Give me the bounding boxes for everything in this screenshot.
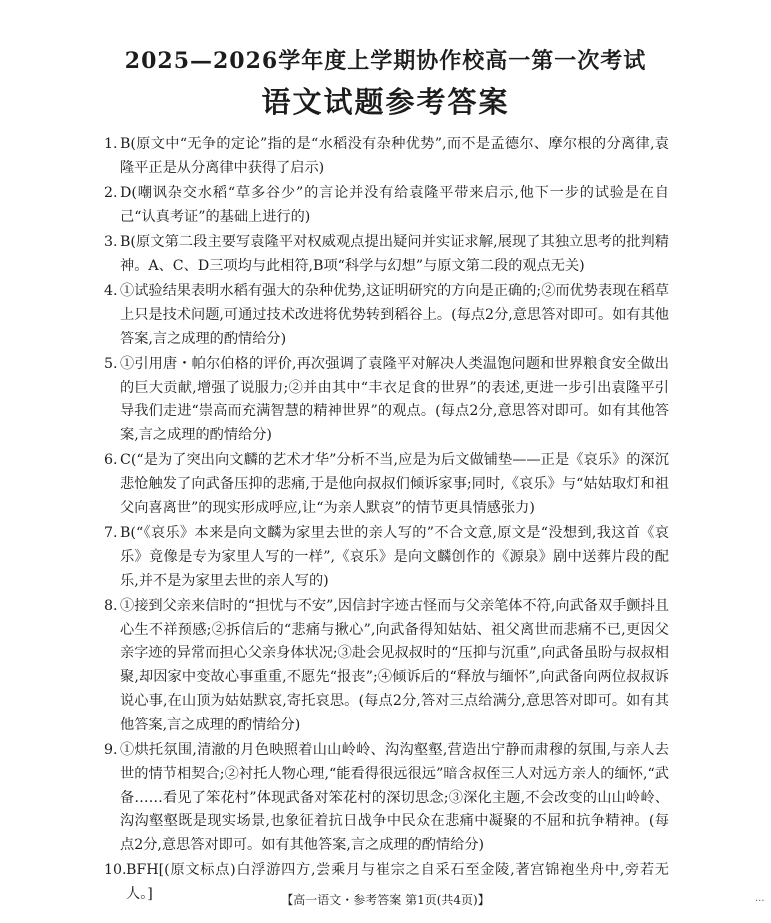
answer-text: B(“《哀乐》本来是向文麟为家里去世的亲人写的”不合文意,原文是“没想到,我这首《哀乐》竟像是专为家里人写的一样”,《哀乐》是向文麟创作的《源泉》剧中送葬片段的配乐,并不是为家里去世的亲人写的) <box>120 525 669 589</box>
answer-list <box>104 133 669 908</box>
answer-number: 5. <box>104 355 118 372</box>
answer-number: 3. <box>104 233 118 250</box>
answer-text: B(原文中“无争的定论”指的是“水稻没有杂种优势”,而不是孟德尔、摩尔根的分离律,袁隆平正是从分离律中获得了启示) <box>120 136 669 176</box>
answer-item-6 <box>104 449 669 520</box>
page-footer: 【高一语文・参考答案 第1页(共4页)】 <box>281 893 490 907</box>
answer-number: 2. <box>104 184 118 201</box>
answer-text: ①试验结果表明水稻有强大的杂种优势,这证明研究的方向是正确的;②而优势表现在稻草上只是技术问题,可通过技术改进将优势转到稻谷上。(每点2分,意思答对即可。如有其他答案,言之成理的酌情给分) <box>120 282 669 347</box>
answer-item-4 <box>104 280 669 351</box>
answer-number: 8. <box>104 597 118 614</box>
answer-item-9 <box>104 739 669 858</box>
answer-text: C(“是为了突出向文麟的艺术才华”分析不当,应是为后文做铺垫——正是《哀乐》的深沉悲怆触发了向武备压抑的悲痛,于是他向叔叔们倾诉家事;同时,《哀乐》与“姑姑取灯和祖父向喜离世”的现实形成呼应,让“为亲人默哀”的情节更具情感张力) <box>120 452 669 516</box>
answer-text: ①引用唐・帕尔伯格的评价,再次强调了袁隆平对解决人类温饱问题和世界粮食安全做出的巨大贡献,增强了说服力;②并由其中“丰衣足食的世界”的表述,更进一步引出袁隆平引导我们走进“崇高而充满智慧的精神世界”的观点。(每点2分,意思答对即可。如有其他答案,言之成理的酌情给分) <box>120 355 669 444</box>
answer-number: 10. <box>104 862 127 879</box>
answer-number: 4. <box>104 282 118 299</box>
corner-mark: ... <box>755 893 765 904</box>
answer-number: 7. <box>104 525 118 542</box>
answer-text: ①烘托氛围,清澈的月色映照着山山岭岭、沟沟壑壑,营造出宁静而肃穆的氛围,与亲人去世的情节相契合;②衬托人物心理,“能看得很远很远”暗含叔侄三人对远方亲人的缅怀,“武备……看见了笨花村”体现武备对笨花村的深切思念;③深化主题,不会改变的山山岭岭、沟沟壑壑既是现实场景,也象征着抗日战争中民众在悲痛中凝聚的不屈和抗争精神。(每点2分,意思答对即可。如有其他答案,言之成理的酌情给分) <box>120 742 669 854</box>
answer-item-1 <box>104 133 669 181</box>
answer-item-2 <box>104 182 669 230</box>
answer-item-7 <box>104 522 669 593</box>
answer-key-title: 语文试题参考答案 <box>261 85 510 119</box>
answer-text: ①接到父亲来信时的“担忧与不安”,因信封字迹古怪而与父亲笔体不符,向武备双手颤抖且心生不祥预感;②拆信后的“悲痛与揪心”,向武备得知姑姑、祖父离世而悲痛不已,更因父亲字迹的异常而担心父亲身体状况;③赴会见叔叔时的“压抑与沉重”,向武备虽盼与叔叔相聚,却因家中变故心事重重,不愿先“报丧”;④倾诉后的“释放与缅怀”,向武备向两位叔叔诉说心事,在山顶为姑姑默哀,寄托哀思。(每点2分,答对三点给满分,意思答对即可。如有其他答案,言之成理的酌情给分) <box>120 597 669 733</box>
answer-number: 1. <box>104 136 118 152</box>
exam-title: 2025—2026学年度上学期协作校高一第一次考试 <box>124 48 647 74</box>
answer-text: BFH[(原文标点)白浮游四方,尝乘月与崔宗之自采石至金陵,著宫锦袍坐舟中,旁若无人。] <box>126 862 669 903</box>
answer-item-8 <box>104 595 669 738</box>
answer-number: 6. <box>104 452 118 469</box>
answer-number: 9. <box>104 742 118 759</box>
answer-item-3 <box>104 231 669 279</box>
answer-text: B(原文第二段主要写袁隆平对权威观点提出疑问并实证求解,展现了其独立思考的批判精神。A、C、D三项均与此相符,B项“科学与幻想”与原文第二段的观点无关) <box>120 233 669 274</box>
answer-item-5 <box>104 353 669 448</box>
answer-text: D(嘲讽杂交水稻“草多谷少”的言论并没有给袁隆平带来启示,他下一步的试验是在自己“认真考证”的基础上进行的) <box>120 184 669 225</box>
